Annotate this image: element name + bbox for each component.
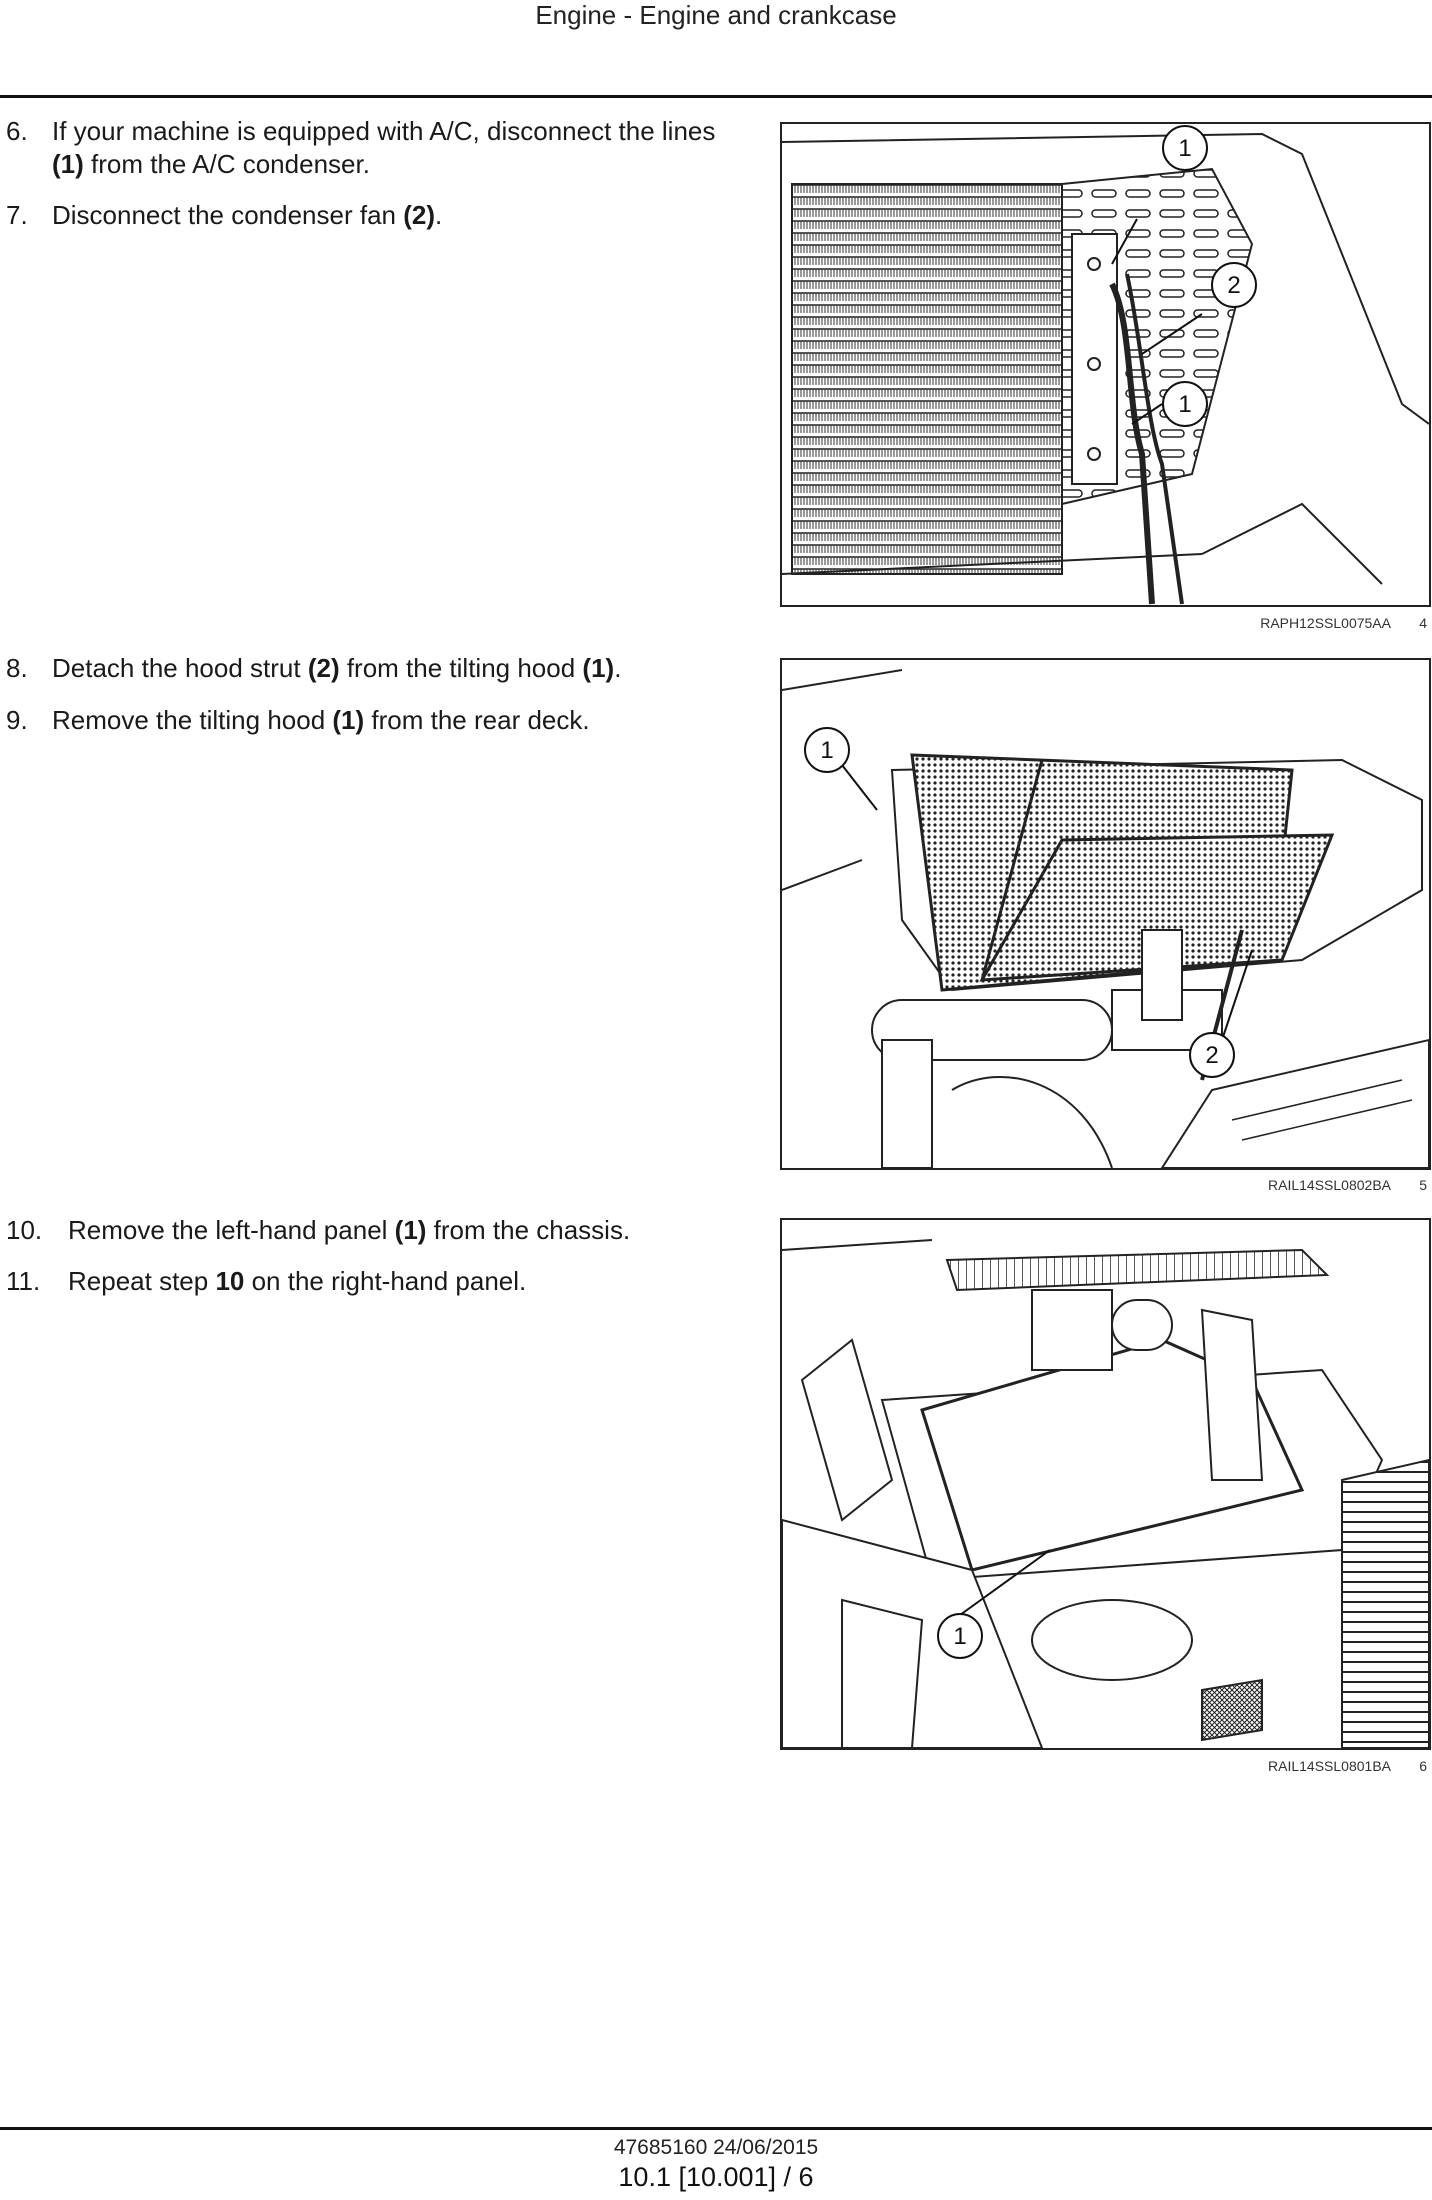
step-8 (6, 652, 746, 685)
figure-6-side-panel-illustration (780, 1218, 1431, 1750)
footer-document-date: 47685160 24/06/2015 (613, 2136, 819, 2159)
condenser-line-drawing (782, 124, 1429, 605)
footer-page-number: 10.1 [10.001] / 6 (618, 2162, 814, 2192)
step-text: If your machine is equipped with A/C, disconnect the lines (1) from the A/C condenser. (52, 116, 716, 179)
step-text: Remove the tilting hood (1) from the rear deck. (52, 705, 590, 735)
step-number: 8. (6, 653, 28, 683)
callout-2 (1190, 1033, 1234, 1077)
figure-code: RAIL14SSL0802BA (1268, 1177, 1391, 1193)
tilting-hood-line-drawing (782, 660, 1429, 1168)
svg-text:1: 1 (1178, 135, 1192, 162)
step-11 (6, 1265, 746, 1298)
step-9 (6, 704, 746, 737)
figure-code: RAIL14SSL0801BA (1268, 1758, 1391, 1774)
page-header-title: Engine - Engine and crankcase (535, 0, 897, 30)
step-number: 10. (6, 1215, 43, 1245)
svg-text:1: 1 (820, 737, 834, 764)
callout-2 (1212, 263, 1256, 307)
svg-text:1: 1 (1178, 391, 1192, 418)
figure-6-caption (780, 1758, 1427, 1782)
callout-1 (805, 728, 849, 772)
figure-number: 5 (1419, 1177, 1427, 1193)
figure-5-tilting-hood-illustration (780, 658, 1431, 1170)
figure-number: 4 (1419, 615, 1427, 631)
step-number: 9. (6, 705, 28, 735)
step-number: 7. (6, 200, 28, 230)
header-rule (0, 95, 1432, 98)
figure-4-condenser-illustration (780, 122, 1431, 607)
svg-text:1: 1 (953, 1623, 967, 1650)
footer-rule (0, 2127, 1432, 2130)
figure-5-caption (780, 1177, 1427, 1201)
callout-1 (938, 1614, 982, 1658)
step-text: Remove the left-hand panel (1) from the chassis. (68, 1215, 631, 1245)
step-text: Detach the hood strut (2) from the tilting hood (1). (52, 653, 622, 683)
step-10 (6, 1214, 746, 1247)
svg-text:2: 2 (1227, 272, 1241, 299)
step-number: 6. (6, 116, 28, 146)
step-number: 11. (6, 1266, 41, 1296)
step-6 (6, 115, 746, 181)
figure-code: RAPH12SSL0075AA (1260, 615, 1391, 631)
callout-1-top (1163, 126, 1207, 170)
figure-number: 6 (1419, 1758, 1427, 1774)
step-text: Disconnect the condenser fan (2). (52, 200, 443, 230)
svg-text:2: 2 (1205, 1042, 1219, 1069)
callout-1-bottom (1163, 382, 1207, 426)
side-panel-line-drawing (782, 1220, 1429, 1748)
step-text: Repeat step 10 on the right-hand panel. (68, 1266, 527, 1296)
step-7 (6, 199, 746, 232)
figure-4-caption (780, 615, 1427, 639)
